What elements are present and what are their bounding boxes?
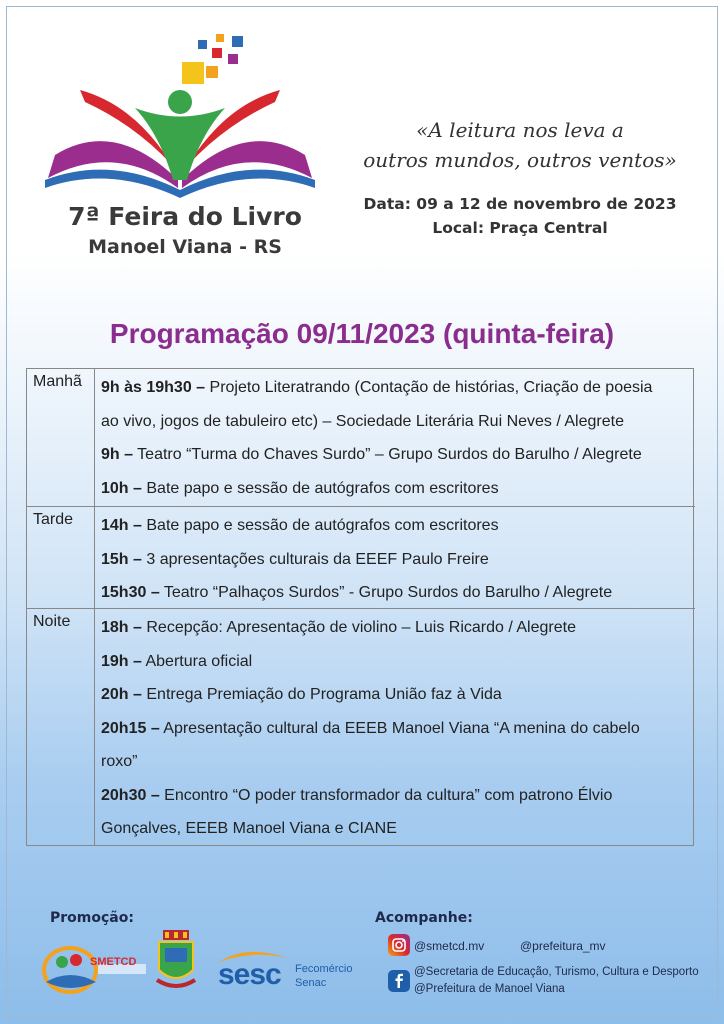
book-reader-icon [40, 30, 330, 205]
item-text: Teatro “Palhaços Surdos” - Grupo Surdos do Barulho / Alegrete [159, 584, 613, 601]
instagram-icon [388, 934, 410, 956]
item-time: 9h às 19h30 – [101, 379, 206, 396]
senac-text: Senac [295, 977, 327, 989]
item-text: roxo” [101, 753, 138, 770]
period-items [101, 611, 691, 846]
smetcd-logo [40, 938, 148, 996]
schedule-item [101, 576, 691, 610]
period-row-morning [27, 369, 695, 506]
item-text: Abertura oficial [141, 652, 253, 670]
sesc-logo: sesc [218, 958, 281, 991]
period-label: Noite [27, 609, 95, 845]
item-time: 18h – [101, 619, 142, 636]
feira-logo [40, 30, 330, 270]
schedule-item [101, 438, 691, 472]
reading-quote [350, 115, 690, 175]
item-text: Encontro “O poder transformador da cultura” com patrono Élvio [159, 786, 613, 804]
schedule-item [101, 543, 691, 577]
quote-line-1: «A leitura nos leva a [416, 118, 624, 142]
schedule-item [101, 472, 691, 506]
event-location: Local: Praça Central [432, 219, 608, 237]
schedule-item [101, 509, 691, 543]
facebook-secretaria[interactable]: @Secretaria de Educação, Turismo, Cultura e Desporto [414, 966, 699, 978]
schedule-item [101, 611, 691, 645]
item-time: 14h – [101, 517, 142, 534]
fecomercio-text: Fecomércio [295, 963, 353, 975]
facebook-prefeitura[interactable]: @Prefeitura de Manoel Viana [414, 983, 565, 995]
item-time: 20h30 – [101, 786, 160, 804]
schedule-item [101, 405, 691, 439]
schedule-table [26, 368, 694, 846]
schedule-item [101, 745, 691, 779]
schedule-item [101, 678, 691, 712]
coat-of-arms-icon [155, 930, 197, 992]
period-row-afternoon [27, 506, 695, 608]
follow-label: Acompanhe: [375, 910, 473, 926]
item-text: Recepção: Apresentação de violino – Luis Ricardo / Alegrete [141, 619, 576, 636]
item-time: 15h – [101, 550, 142, 568]
item-text: Bate papo e sessão de autógrafos com escritores [141, 479, 499, 497]
item-text: Entrega Premiação do Programa União faz à Vida [141, 686, 502, 703]
schedule-item [101, 812, 691, 846]
item-time: 19h – [101, 652, 142, 670]
item-time: 20h – [101, 686, 142, 703]
instagram-smetcd[interactable]: @smetcd.mv [414, 939, 485, 953]
item-text: ao vivo, jogos de tabuleiro etc) – Sociedade Literária Rui Neves / Alegrete [101, 412, 624, 430]
period-items [101, 509, 691, 610]
item-time: 9h – [101, 446, 134, 463]
period-label: Manhã [27, 369, 95, 506]
instagram-prefeitura[interactable]: @prefeitura_mv [520, 939, 606, 953]
fair-title: 7ª Feira do Livro [68, 202, 302, 231]
period-items [101, 371, 691, 505]
item-text: Gonçalves, EEEB Manoel Viana e CIANE [101, 820, 397, 837]
event-date: Data: 09 a 12 de novembro de 2023 [363, 195, 677, 213]
promotion-label: Promoção: [50, 910, 134, 926]
schedule-item [101, 645, 691, 679]
item-text: Apresentação cultural da EEEB Manoel Viana “A menina do cabelo [159, 719, 640, 737]
city-coat-of-arms [155, 930, 197, 992]
item-time: 10h – [101, 479, 142, 497]
item-text: Teatro “Turma do Chaves Surdo” – Grupo Surdos do Barulho / Alegrete [133, 446, 642, 463]
item-time: 15h30 – [101, 584, 160, 601]
program-title: Programação 09/11/2023 (quinta-feira) [109, 318, 615, 349]
period-label: Tarde [27, 507, 95, 608]
schedule-item [101, 779, 691, 813]
period-row-night [27, 608, 695, 845]
item-text: Projeto Literatrando (Contação de histórias, Criação de poesia [205, 379, 653, 396]
smetcd-text: SMETCD [90, 956, 137, 968]
item-time: 20h15 – [101, 719, 160, 737]
event-info [350, 192, 690, 240]
item-text: Bate papo e sessão de autógrafos com escritores [141, 517, 499, 534]
schedule-item [101, 712, 691, 746]
fair-city: Manoel Viana - RS [88, 236, 282, 258]
fecomercio-logo [295, 962, 352, 990]
facebook-icon [388, 970, 410, 992]
schedule-item [101, 371, 691, 405]
quote-line-2: outros mundos, outros ventos» [363, 148, 677, 172]
item-text: 3 apresentações culturais da EEEF Paulo Freire [141, 550, 489, 568]
